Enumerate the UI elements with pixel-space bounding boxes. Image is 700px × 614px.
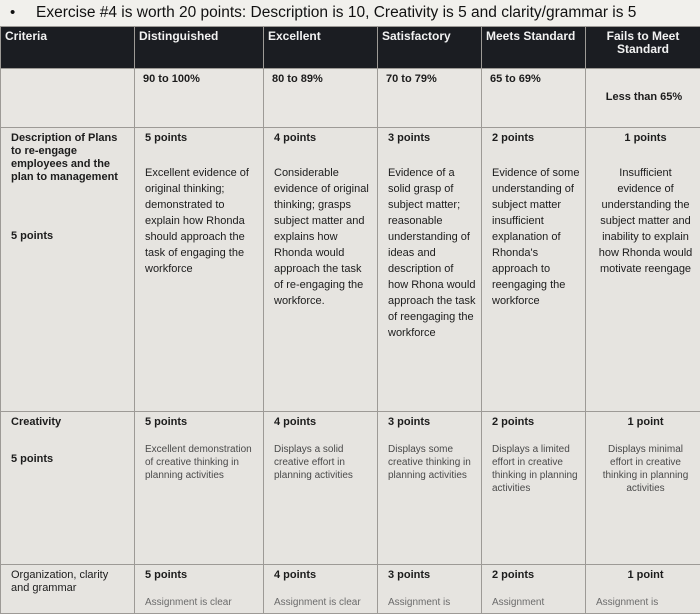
header-fails-to-meet-standard: Fails to Meet Standard bbox=[586, 27, 700, 69]
rubric-cell bbox=[482, 564, 586, 613]
criteria-cell bbox=[1, 128, 135, 411]
rubric-table bbox=[0, 26, 700, 614]
points-label: 2 points bbox=[492, 415, 535, 428]
points-label: 3 points bbox=[388, 568, 431, 581]
range-meets-standard: 65 to 69% bbox=[482, 68, 586, 127]
points-label: 4 points bbox=[274, 568, 317, 581]
points-label: 1 points bbox=[624, 132, 667, 145]
range-row bbox=[1, 68, 700, 127]
criteria-cell bbox=[1, 411, 135, 564]
criteria-label: Description of Plans to re-engage employees and the plan to management bbox=[11, 132, 118, 184]
points-label: 2 points bbox=[492, 132, 535, 145]
description-text: Assignment is clear bbox=[274, 596, 361, 608]
points-label: 1 point bbox=[627, 568, 664, 581]
points-label: 5 points bbox=[145, 132, 188, 145]
rubric-cell bbox=[586, 128, 700, 411]
description-text: Displays a limited effort in creative thinking in planning activities bbox=[492, 443, 578, 494]
points-label: 3 points bbox=[388, 415, 431, 428]
description-text: Excellent evidence of original thinking; demonstrated to explain how Rhonda should approach the task of engaging the workforce bbox=[145, 167, 249, 276]
header-row bbox=[1, 27, 700, 69]
criteria-points: 5 points bbox=[11, 452, 54, 465]
points-label: 1 point bbox=[627, 415, 664, 428]
header-criteria: Criteria bbox=[1, 27, 135, 69]
exercise-title-text: Exercise #4 is worth 20 points: Description is 10, Creativity is 5 and clarity/grammar is 5 bbox=[36, 4, 637, 21]
rubric-cell bbox=[264, 564, 378, 613]
description-text: Assignment is bbox=[596, 596, 659, 608]
header-distinguished: Distinguished bbox=[135, 27, 264, 69]
description-text: Excellent demonstration of creative thinking in planning activities bbox=[145, 443, 252, 481]
description-text: Assignment bbox=[492, 596, 545, 608]
points-label: 2 points bbox=[492, 568, 535, 581]
points-label: 4 points bbox=[274, 132, 317, 145]
range-criteria-empty bbox=[1, 68, 135, 127]
description-text: Assignment is clear bbox=[145, 596, 232, 608]
description-text: Displays minimal effort in creative thinking in planning activities bbox=[602, 443, 689, 494]
points-label: 5 points bbox=[145, 568, 188, 581]
range-excellent: 80 to 89% bbox=[264, 68, 378, 127]
description-text: Assignment is bbox=[388, 596, 451, 608]
description-text: Considerable evidence of original thinking; grasps subject matter and explains how Rhonda would approach the task of re-engaging the workforce. bbox=[274, 167, 369, 308]
rubric-cell bbox=[135, 128, 264, 411]
rubric-cell bbox=[586, 411, 700, 564]
header-satisfactory: Satisfactory bbox=[378, 27, 482, 69]
header-excellent: Excellent bbox=[264, 27, 378, 69]
header-meets-standard: Meets Standard bbox=[482, 27, 586, 69]
rubric-cell bbox=[378, 411, 482, 564]
criteria-cell bbox=[1, 564, 135, 613]
criteria-label: Organization, clarity and grammar bbox=[11, 568, 109, 594]
rubric-cell bbox=[135, 411, 264, 564]
rubric-cell bbox=[586, 564, 700, 613]
rubric-cell bbox=[482, 411, 586, 564]
table-row bbox=[1, 128, 700, 411]
rubric-cell bbox=[378, 128, 482, 411]
bullet-glyph: • bbox=[10, 4, 16, 21]
points-label: 5 points bbox=[145, 415, 188, 428]
rubric-cell bbox=[378, 564, 482, 613]
rubric-cell bbox=[264, 128, 378, 411]
description-text: Evidence of a solid grasp of subject matter; reasonable understanding of ideas and description of how Rhona would approach the task of reengaging the workforce bbox=[388, 167, 476, 340]
criteria-points: 5 points bbox=[11, 230, 54, 243]
description-text: Displays some creative thinking in planning activities bbox=[388, 443, 471, 481]
exercise-title bbox=[0, 0, 700, 26]
points-label: 3 points bbox=[388, 132, 431, 145]
rubric-cell bbox=[135, 564, 264, 613]
description-text: Evidence of some understanding of subject matter insufficient explanation of Rhonda's approach to reengaging the workforce bbox=[492, 167, 580, 308]
range-satisfactory: 70 to 79% bbox=[378, 68, 482, 127]
description-text: Insufficient evidence of understanding the subject matter and inability to explain how Rhonda would motivate reengage bbox=[598, 167, 693, 276]
table-row bbox=[1, 564, 700, 613]
table-row bbox=[1, 411, 700, 564]
points-label: 4 points bbox=[274, 415, 317, 428]
description-text: Displays a solid creative effort in planning activities bbox=[274, 443, 353, 481]
criteria-label: Creativity bbox=[11, 415, 62, 428]
rubric-cell bbox=[264, 411, 378, 564]
rubric-cell bbox=[482, 128, 586, 411]
range-fails: Less than 65% bbox=[586, 68, 700, 127]
range-distinguished: 90 to 100% bbox=[135, 68, 264, 127]
